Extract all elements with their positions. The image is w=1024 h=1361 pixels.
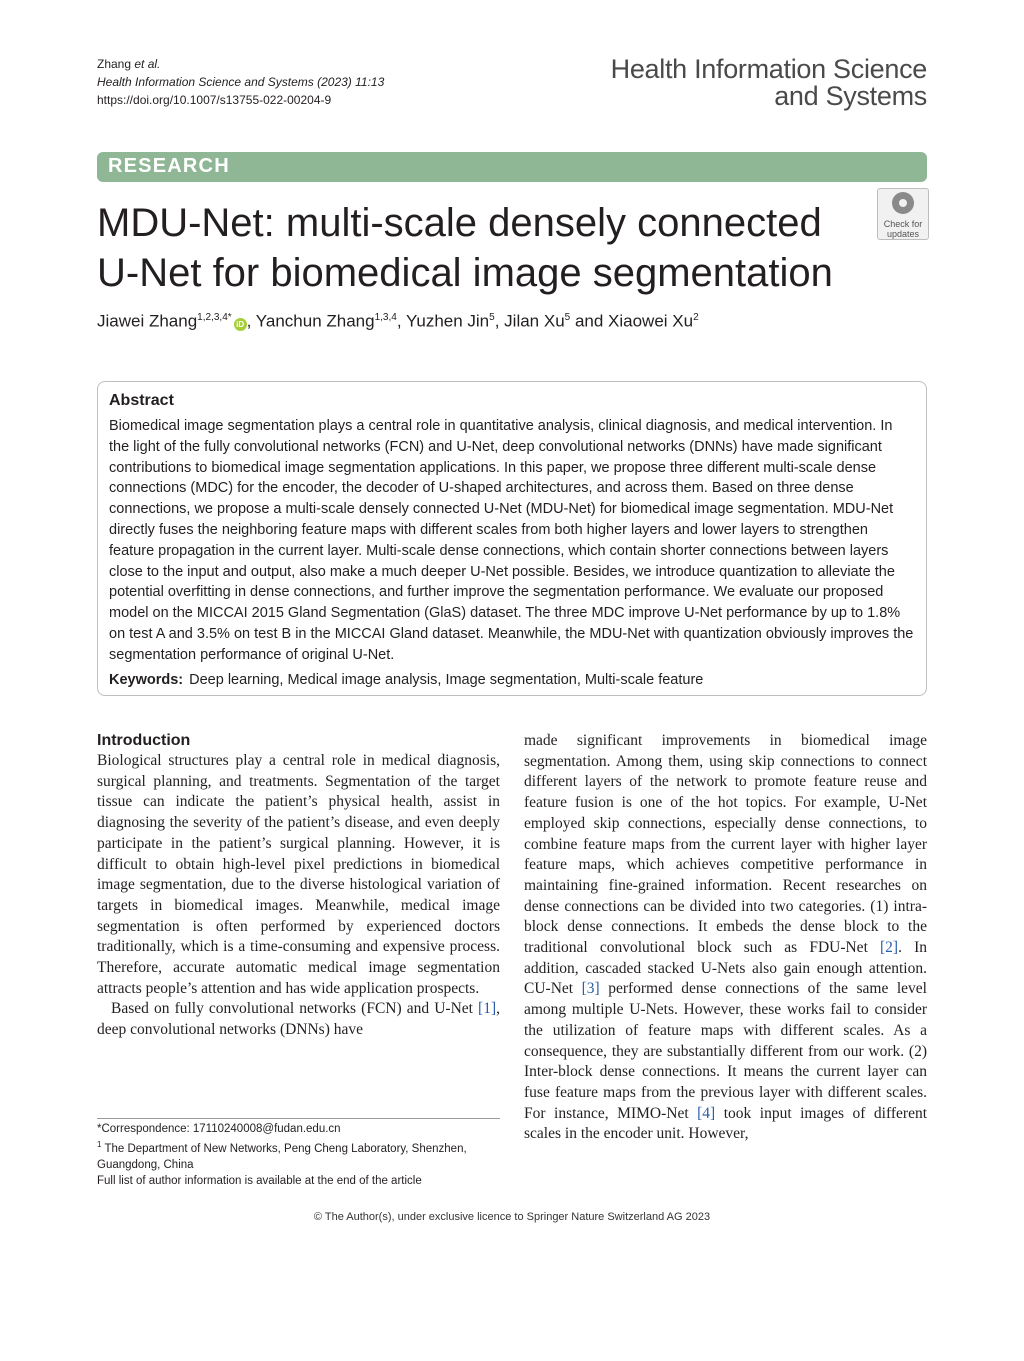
- footnote-divider: [97, 1118, 500, 1119]
- body-column-left: [97, 731, 500, 1041]
- intro-paragraph-2-continued: [524, 731, 927, 1145]
- abstract-text: Biomedical image segmentation plays a central role in quantitative analysis, clinical diagnosis, and medical intervention. In the light of the fully convolutional networks (FCN) and U-Net, deep convolutional networks (DNNs) have made significant contributions to biomedical image segmentation applications. In this paper, we propose three different multi-scale dense connections (MDC) for the encoder, the decoder of U-shaped architectures, and across them. Based on three dense connections, we propose a multi-scale densely connected U-Net (MDU-Net) for biomedical image segmentation. MDU-Net directly fuses the neighboring feature maps with different scales from both higher layers and lower layers to strengthen feature propagation in the current layer. Multi-scale dense connections, which contain shorter connections between layers close to the input and output, also make a much deeper U-Net possible. Besides, we introduce quantization to alleviate the potential overfitting in dense connections, and further improve the segmentation performance. We evaluate our proposed model on the MICCAI 2015 Gland Segmentation (GlaS) dataset. The three MDC improve U-Net performance by up to 1.8% on test A and 3.5% on test B in the MICCAI Gland dataset. Meanwhile, the MDU-Net with quantization obviously improves the segmentation performance of original U-Net.: [109, 418, 914, 663]
- journal-name-line2: and Systems: [774, 81, 927, 111]
- orcid-icon[interactable]: iD: [234, 318, 247, 331]
- keywords-list: Deep learning, Medical image analysis, Image segmentation, Multi-scale feature: [189, 672, 704, 688]
- abstract-heading: Abstract: [109, 392, 174, 409]
- intro-paragraph-2: [97, 999, 500, 1040]
- article-type-label: RESEARCH: [108, 155, 230, 177]
- affiliation-note: [97, 1137, 500, 1173]
- author-short: Zhang: [97, 57, 135, 71]
- journal-name: [611, 56, 927, 110]
- citation-link[interactable]: [4]: [697, 1104, 716, 1122]
- article-meta: [97, 55, 384, 109]
- author-etal: et al.: [134, 57, 161, 71]
- author-name[interactable]: , Jilan Xu: [494, 311, 565, 331]
- footnotes: [97, 1121, 500, 1189]
- affiliation-text: The Department of New Networks, Peng Cheng Laboratory, Shenzhen, Guangdong, China: [97, 1142, 467, 1171]
- journal-name-line1: Health Information Science: [610, 54, 927, 84]
- check-for-updates-button[interactable]: [877, 188, 929, 240]
- copyright-notice: © The Author(s), under exclusive licence to Springer Nature Switzerland AG 2023: [313, 1211, 711, 1223]
- paragraph-text: , deep convolutional networks (DNNs) have: [97, 1000, 500, 1039]
- affiliation-number: 1: [97, 1140, 102, 1149]
- section-heading-introduction: Introduction: [97, 732, 191, 749]
- author-affiliation: 5: [489, 312, 495, 323]
- author-name[interactable]: , Yanchun Zhang: [246, 311, 375, 331]
- author-affiliation: 1,3,4: [374, 312, 397, 323]
- citation-link[interactable]: [2]: [880, 939, 899, 957]
- author-affiliation: 2: [693, 312, 699, 323]
- citation: Health Information Science and Systems (2023) 11:13: [97, 75, 385, 89]
- citation-link[interactable]: [1]: [478, 1000, 497, 1018]
- author-info-note: Full list of author information is available at the end of the article: [97, 1174, 422, 1187]
- author-name[interactable]: Jiawei Zhang: [97, 311, 198, 331]
- article-type-banner: [97, 152, 927, 182]
- author-name[interactable]: , Yuzhen Jin: [396, 311, 490, 331]
- intro-paragraph-1: Biological structures play a central role in medical diagnosis, surgical planning, and treatments. Segmentation of the target tissue can indicate the patient’s physical health, assist in diagnosing the severity of the patient’s disease, and even deeply participate in the patient’s surgical planning. However, it is difficult to obtain high-level pixel predictions in biomedical image segmentation, due to the diverse histological variation of targets in biomedical images. Meanwhile, medical image segmentation is often performed by experienced doctors traditionally, which is a time-consuming and expensive process. Therefore, accurate automatic medical image segmentation attracts people’s attention and has wide application prospects.: [97, 752, 500, 997]
- keywords-label: Keywords:: [109, 672, 184, 688]
- paper-title: [97, 198, 857, 298]
- citation-link[interactable]: [3]: [581, 980, 600, 998]
- body-column-right: [524, 731, 927, 1145]
- paragraph-text: . In addition, cascaded stacked U-Nets also gain enough attention. CU-Net: [524, 939, 927, 998]
- check-updates-label-1: Check for: [883, 219, 923, 229]
- paragraph-text: Based on fully convolutional networks (FCN) and U-Net: [111, 1000, 479, 1018]
- paragraph-text: performed dense connections of the same level among multiple U-Nets. However, these works fail to consider the utilization of feature maps with different scales. As a consequence, they are substantially different from our work. (2) Inter-block dense connections. It means the current layer can fuse feature maps from the previous layer with different scales. For instance, MIMO-Net: [524, 980, 927, 1122]
- correspondence-note[interactable]: *Correspondence: 17110240008@fudan.edu.cn: [97, 1123, 341, 1135]
- author-affiliation: 1,2,3,4*: [197, 312, 232, 323]
- title-line-1: MDU-Net: multi-scale densely connected: [97, 201, 822, 245]
- check-updates-label-2: updates: [886, 229, 920, 239]
- author-affiliation: 5: [564, 312, 571, 323]
- author-list: [97, 306, 699, 334]
- title-line-2: U-Net for biomedical image segmentation: [97, 251, 833, 295]
- keywords: [109, 670, 703, 690]
- paragraph-text: took input images of different scales in the encoder unit. However,: [524, 1104, 928, 1143]
- author-name[interactable]: and Xiaowei Xu: [570, 311, 694, 331]
- check-updates-icon: [892, 192, 914, 214]
- doi-link[interactable]: https://doi.org/10.1007/s13755-022-00204-9: [97, 93, 332, 107]
- abstract-box: [97, 381, 927, 696]
- paragraph-text: made significant improvements in biomedical image segmentation. Among them, using skip connections to connect different layers of the network to promote feature reuse and feature fusion is one of the hot topics. For example, U-Net employed skip connections, especially dense connections, to combine feature maps from the current layer with higher layer feature maps, which achieves competitive performance in maintaining fine-grained information. Recent researches on dense connections can be divided into two categories. (1) intra-block dense connections. It embeds the dense block to the traditional convolutional block such as FDU-Net: [524, 732, 927, 957]
